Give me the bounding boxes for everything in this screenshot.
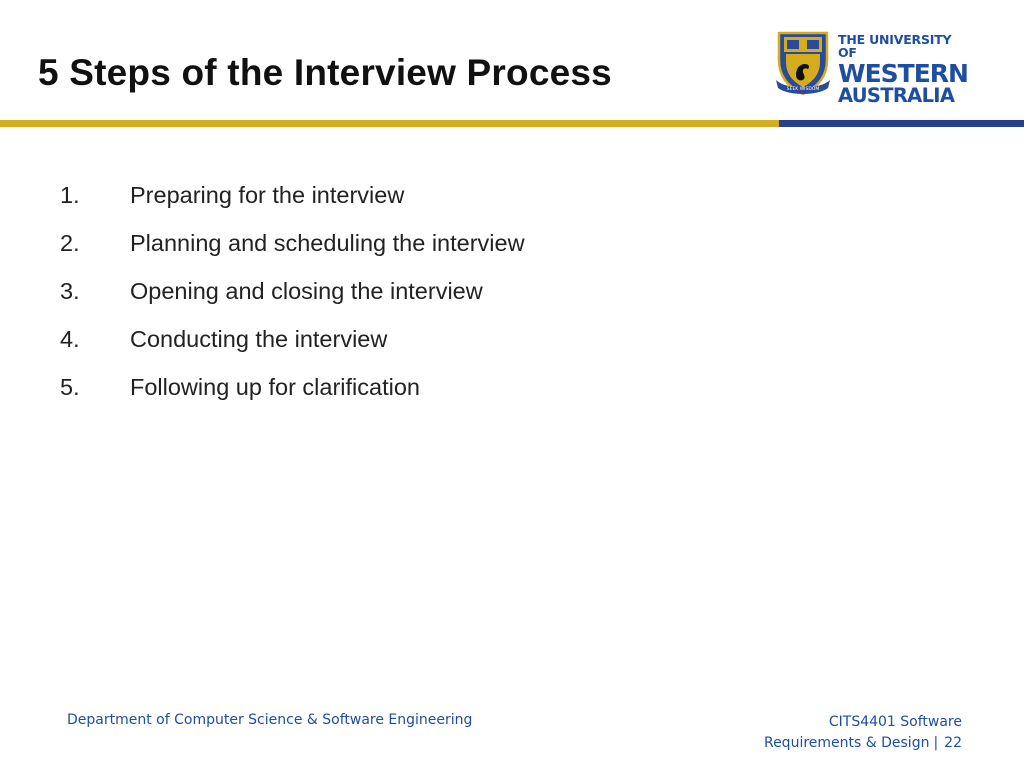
footer-course — [764, 712, 962, 754]
logo-wordmark — [838, 34, 968, 106]
step-text: Following up for clarification — [130, 374, 420, 400]
step-number: 4. — [60, 326, 80, 352]
header-rule-blue — [779, 120, 1024, 127]
slide-title: 5 Steps of the Interview Process — [38, 52, 612, 93]
list-item — [60, 278, 525, 326]
logo-line3: AUSTRALIA — [838, 84, 955, 107]
step-number: 2. — [60, 230, 80, 256]
step-number: 5. — [60, 374, 80, 400]
list-item — [60, 230, 525, 278]
footer-course-line2-row — [764, 733, 962, 754]
university-logo — [776, 30, 968, 107]
crest-icon — [776, 30, 830, 96]
steps-list — [60, 182, 525, 422]
logo-line2: WESTERN — [838, 59, 968, 88]
footer-department: Department of Computer Science & Software Engineering — [67, 712, 473, 728]
step-text: Conducting the interview — [130, 326, 388, 352]
page-number: 22 — [944, 735, 962, 751]
list-item — [60, 326, 525, 374]
logo-line1: THE UNIVERSITY OF — [838, 32, 952, 60]
footer-separator: | — [933, 735, 939, 751]
step-number: 3. — [60, 278, 80, 304]
step-number: 1. — [60, 182, 80, 208]
logo-motto: SEEK WISDOM — [786, 87, 820, 92]
footer-course-line1: CITS4401 Software — [828, 714, 962, 730]
footer-course-line2: Requirements & Design — [763, 735, 930, 751]
header-rule-gold — [0, 120, 779, 127]
list-item — [60, 182, 525, 230]
step-text: Preparing for the interview — [130, 182, 405, 208]
list-item — [60, 374, 525, 422]
step-text: Planning and scheduling the interview — [130, 230, 525, 256]
step-text: Opening and closing the interview — [130, 278, 483, 304]
